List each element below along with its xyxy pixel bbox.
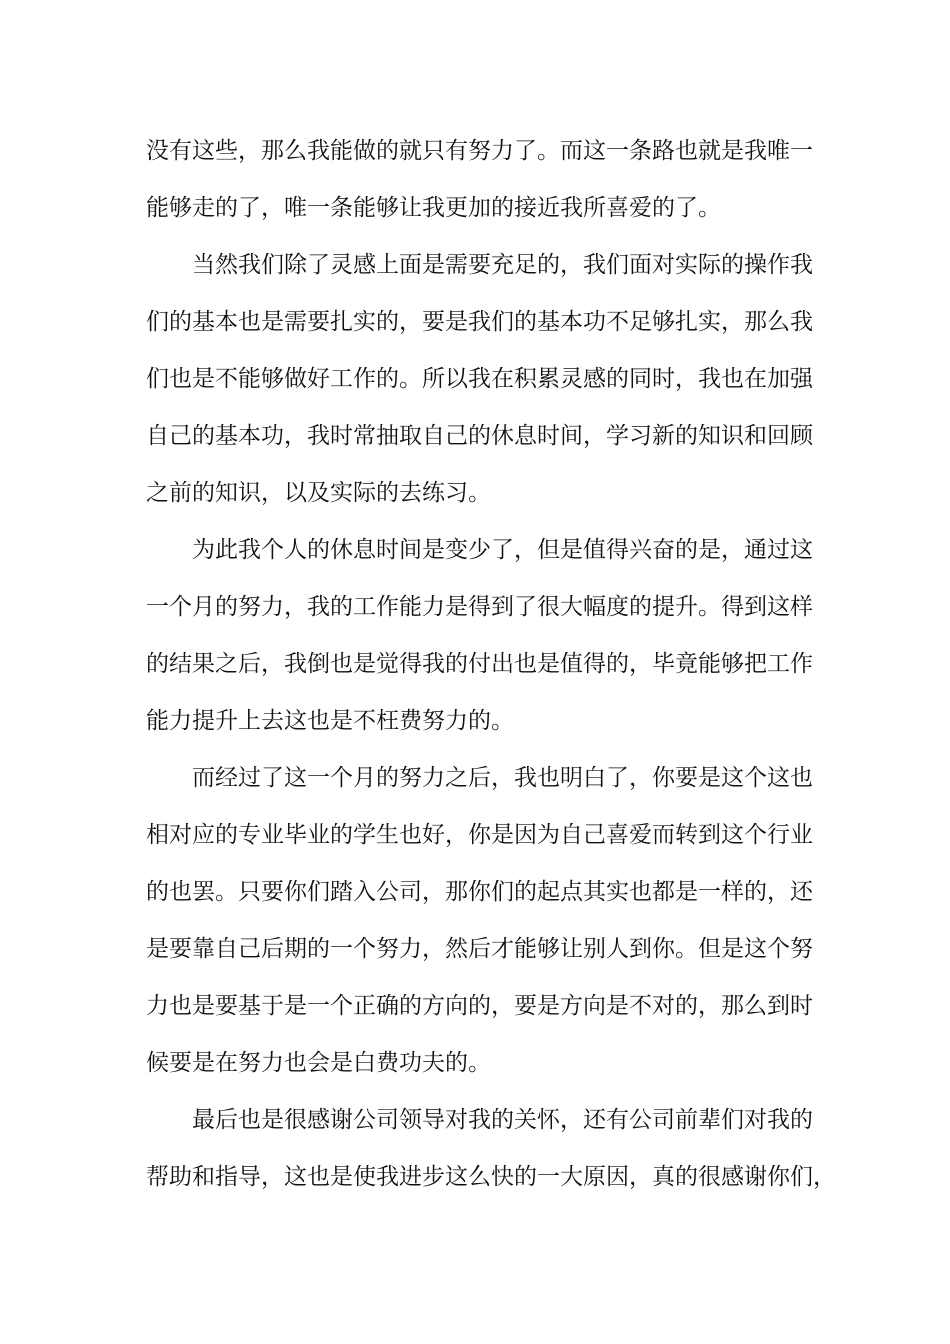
text-line: 帮助和指导，这也是使我进步这么快的一大原因，真的很感谢你们， <box>146 1164 836 1190</box>
paragraph <box>146 237 813 522</box>
text-line: 候要是在努力也会是白费功夫的。 <box>146 1050 491 1076</box>
paragraph <box>146 522 813 750</box>
text-line: 能够走的了，唯一条能够让我更加的接近我所喜爱的了。 <box>146 195 721 221</box>
text-line: 最后也是很感谢公司领导对我的关怀，还有公司前辈们对我的 <box>192 1107 813 1133</box>
text-line: 们也是不能够做好工作的。所以我在积累灵感的同时，我也在加强 <box>146 366 813 392</box>
text-line: 自己的基本功，我时常抽取自己的休息时间，学习新的知识和回顾 <box>146 423 813 449</box>
paragraph <box>146 123 813 237</box>
text-line: 力也是要基于是一个正确的方向的，要是方向是不对的，那么到时 <box>146 993 813 1019</box>
text-line: 而经过了这一个月的努力之后，我也明白了，你要是这个这也 <box>192 765 813 791</box>
text-line: 的结果之后，我倒也是觉得我的付出也是值得的，毕竟能够把工作 <box>146 651 813 677</box>
text-line: 能力提升上去这也是不枉费努力的。 <box>146 708 514 734</box>
text-line: 没有这些，那么我能做的就只有努力了。而这一条路也就是我唯一 <box>146 138 813 164</box>
text-line: 相对应的专业毕业的学生也好，你是因为自己喜爱而转到这个行业 <box>146 822 813 848</box>
text-line: 的也罢。只要你们踏入公司，那你们的起点其实也都是一样的，还 <box>146 879 813 905</box>
text-line: 是要靠自己后期的一个努力，然后才能够让别人到你。但是这个努 <box>146 936 813 962</box>
text-line: 们的基本也是需要扎实的，要是我们的基本功不足够扎实，那么我 <box>146 309 813 335</box>
paragraph <box>146 1092 836 1206</box>
text-line: 为此我个人的休息时间是变少了，但是值得兴奋的是，通过这 <box>192 537 813 563</box>
text-line: 当然我们除了灵感上面是需要充足的，我们面对实际的操作我 <box>192 252 813 278</box>
text-line: 一个月的努力，我的工作能力是得到了很大幅度的提升。得到这样 <box>146 594 813 620</box>
paragraph <box>146 750 813 1092</box>
document-body <box>146 123 836 1206</box>
text-line: 之前的知识，以及实际的去练习。 <box>146 480 491 506</box>
